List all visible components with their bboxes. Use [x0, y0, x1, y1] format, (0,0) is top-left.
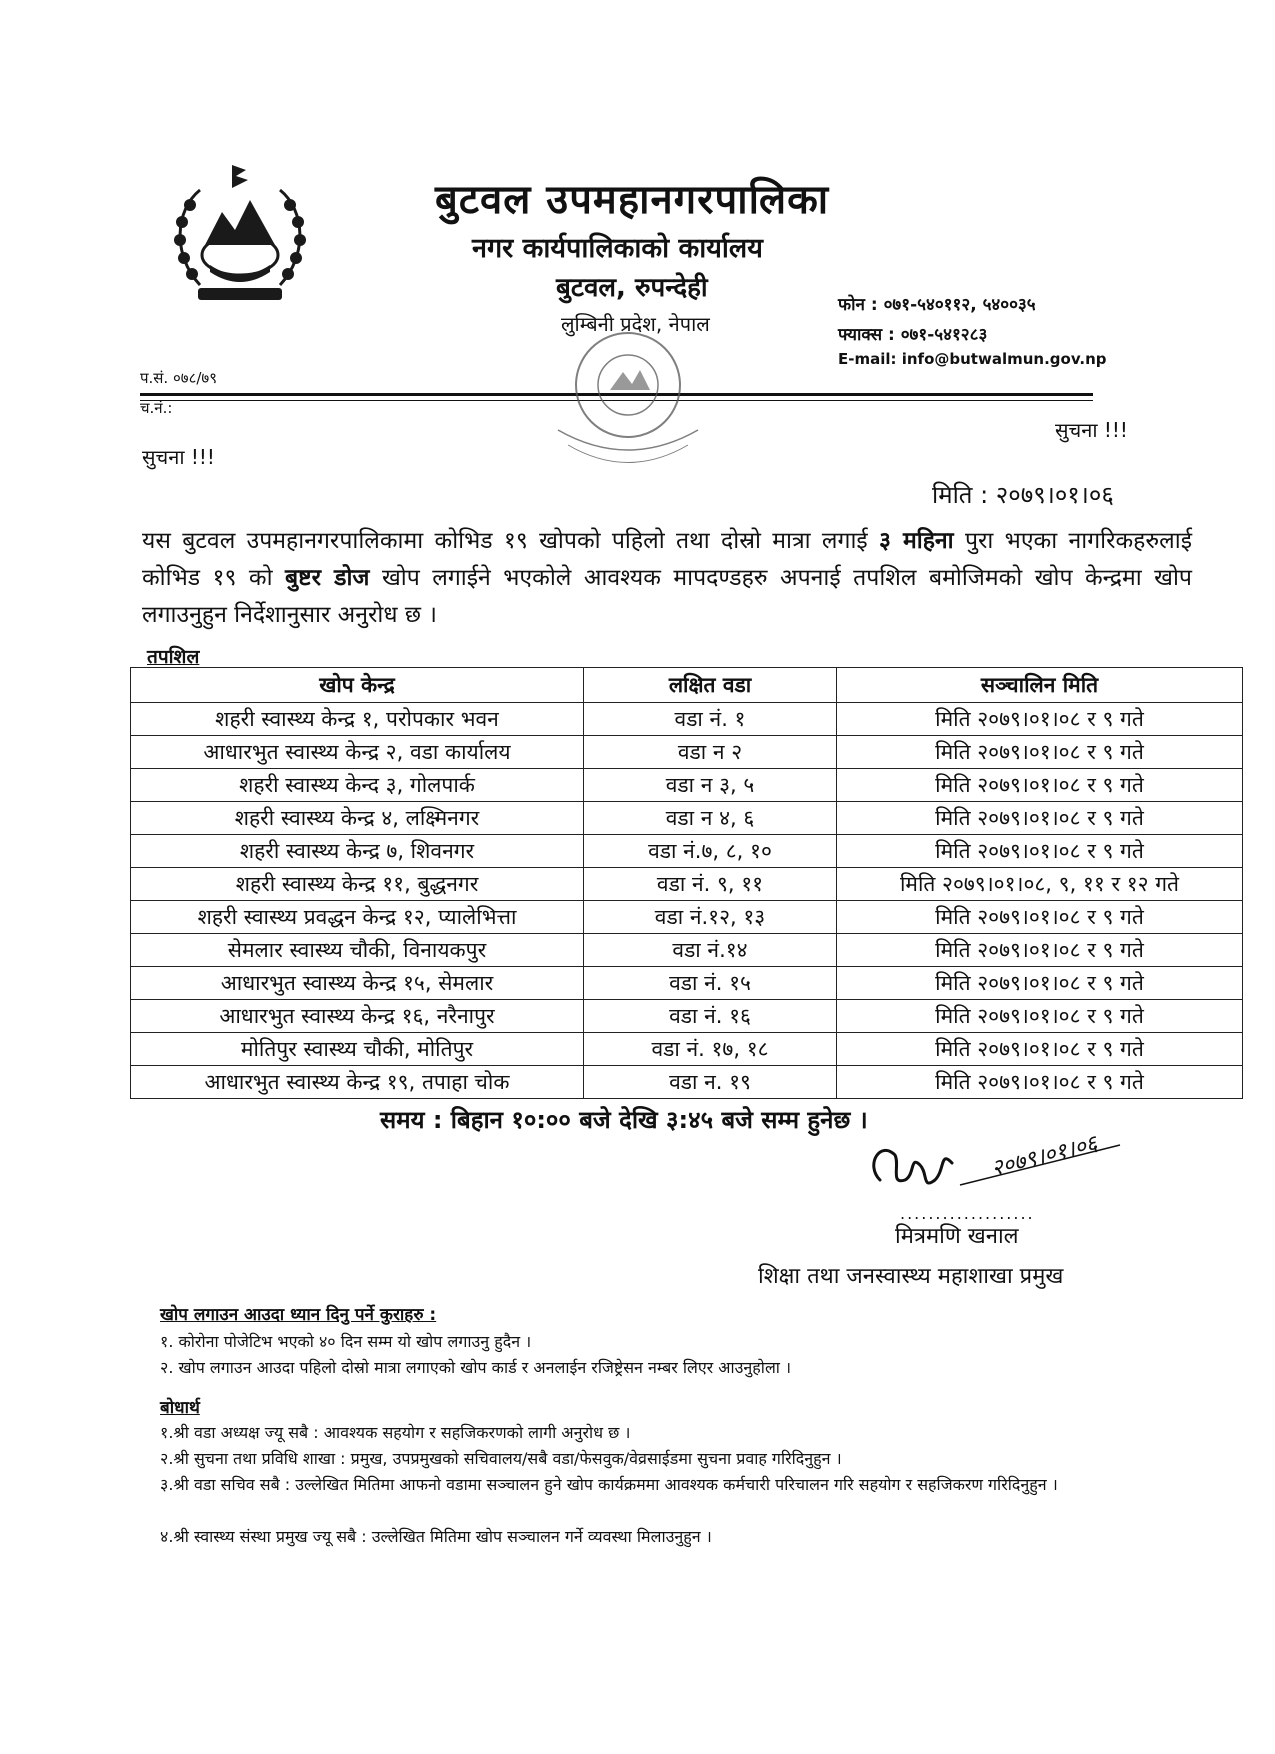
signature-date-handwritten: २०७९।०१।०६ [988, 1131, 1100, 1182]
table-caption: तपशिल [147, 646, 200, 668]
column-header-date: सञ्चालिन मिति [837, 668, 1243, 703]
reference-number: प.सं. ०७८/७९ [140, 369, 218, 387]
table-row [131, 1033, 1243, 1066]
ward-cell: वडा नं.१२, १३ [584, 901, 837, 934]
date-cell: मिति २०७९।०१।०८, ९, ११ र १२ गते [837, 868, 1243, 901]
ward-cell: वडा न ३, ५ [584, 769, 837, 802]
ward-cell: वडा न ४, ६ [584, 802, 837, 835]
table-row [131, 967, 1243, 1000]
center-cell: आधारभुत स्वास्थ्य केन्द्र १५, सेमलार [131, 967, 584, 1000]
column-header-ward: लक्षित वडा [584, 668, 837, 703]
note-item-1: १. कोरोना पोजेटिभ भएको ४० दिन सम्म यो खोप लगाउनु हुदैन । [160, 1332, 532, 1351]
ward-cell: वडा नं.१४ [584, 934, 837, 967]
date-cell: मिति २०७९।०१।०८ र ९ गते [837, 802, 1243, 835]
table-row [131, 868, 1243, 901]
date-cell: मिति २०७९।०१।०८ र ९ गते [837, 769, 1243, 802]
center-cell: शहरी स्वास्थ्य केन्द्र ११, बुद्धनगर [131, 868, 584, 901]
ward-cell: वडा नं. ९, ११ [584, 868, 837, 901]
body-text-1: यस बुटवल उपमहानगरपालिकामा कोभिड १९ खोपको पहिलो तथा दोस्रो मात्रा लगाई [142, 528, 868, 554]
cc-item-4: ४.श्री स्वास्थ्य संस्था प्रमुख ज्यू सबै : उल्लेखित मितिमा खोप सञ्चालन गर्ने व्यवस्था मिलाउनुहुन । [160, 1527, 712, 1546]
notes-heading: खोप लगाउन आउदा ध्यान दिनु पर्ने कुराहरु : [160, 1305, 437, 1325]
date-cell: मिति २०७९।०१।०८ र ९ गते [837, 934, 1243, 967]
signer-name: मित्रमणि खनाल [895, 1224, 1019, 1249]
notice-label-left: सुचना !!! [142, 445, 215, 469]
phone-number: फोन : ०७१-५४०११२, ५४००३५ [838, 295, 1036, 315]
center-cell: शहरी स्वास्थ्य केन्द ३, गोलपार्क [131, 769, 584, 802]
date-cell: मिति २०७९।०१।०८ र ९ गते [837, 703, 1243, 736]
note-item-2: २. खोप लगाउन आउदा पहिलो दोस्रो मात्रा लगाएको खोप कार्ड र अनलाईन रजिष्ट्रेसन नम्बर लिएर आउनुहोला । [160, 1358, 792, 1377]
ward-cell: वडा न. १९ [584, 1066, 837, 1099]
office-seal-stamp [528, 320, 728, 500]
cc-item-2: २.श्री सुचना तथा प्रविधि शाखा : प्रमुख, उपप्रमुखको सचिवालय/सबै वडा/फेसवुक/वेव्रसाईडमा सुचना प्रवाह गरिदिनुहुन । [160, 1449, 842, 1468]
cc-item-3: ३.श्री वडा सचिव सबै : उल्लेखित मितिमा आफनो वडामा सञ्चालन हुने खोप कार्यक्रममा आवश्यक कर्मचारी परिचालन गरि सहयोग र सहजिकरण गरिदिनुहुन । [160, 1475, 1058, 1494]
center-cell: शहरी स्वास्थ्य केन्द्र ४, लक्ष्मिनगर [131, 802, 584, 835]
notice-body [142, 523, 1192, 634]
ward-cell: वडा नं. १६ [584, 1000, 837, 1033]
table-row [131, 934, 1243, 967]
center-cell: आधारभुत स्वास्थ्य केन्द्र २, वडा कार्यालय [131, 736, 584, 769]
vaccination-schedule-table [130, 667, 1243, 1099]
office-city: बुटवल, रुपन्देही [556, 273, 708, 303]
date-cell: मिति २०७९।०१।०८ र ९ गते [837, 1033, 1243, 1066]
column-header-center: खोप केन्द्र [131, 668, 584, 703]
date-cell: मिति २०७९।०१।०८ र ९ गते [837, 967, 1243, 1000]
ward-cell: वडा नं. १ [584, 703, 837, 736]
cc-item-1: १.श्री वडा अध्यक्ष ज्यू सबै : आवश्यक सहयोग र सहजिकरणको लागी अनुरोध छ । [160, 1423, 631, 1442]
date-cell: मिति २०७९।०१।०८ र ९ गते [837, 835, 1243, 868]
dispatch-number: च.नं.: [140, 399, 173, 417]
nepal-emblem-logo [160, 160, 320, 310]
signature-line: ................... [900, 1204, 1035, 1223]
date-cell: मिति २०७९।०१।०८ र ९ गते [837, 1066, 1243, 1099]
center-cell: शहरी स्वास्थ्य केन्द्र ७, शिवनगर [131, 835, 584, 868]
center-cell: मोतिपुर स्वास्थ्य चौकी, मोतिपुर [131, 1033, 584, 1066]
date-cell: मिति २०७९।०१।०८ र ९ गते [837, 736, 1243, 769]
table-row [131, 835, 1243, 868]
ward-cell: वडा नं.७, ८, १० [584, 835, 837, 868]
table-header-row [131, 668, 1243, 703]
fax-number: फ्याक्स : ०७१-५४१२८३ [838, 325, 988, 345]
email-address: E-mail: info@butwalmun.gov.np [838, 350, 1107, 368]
body-text-3: खोप लगाईने भएकोले आवश्यक मापदण्डहरु अपनाई तपशिल बमोजिमको खोप केन्द्रमा खोप लगाउनुहुन निर्देशानुसार अनुरोध छ । [142, 565, 1192, 628]
ward-cell: वडा न २ [584, 736, 837, 769]
vaccination-timing: समय : बिहान १०:०० बजे देखि ३:४५ बजे सम्म हुनेछ । [380, 1106, 868, 1134]
date-cell: मिति २०७९।०१।०८ र ९ गते [837, 1000, 1243, 1033]
table-row [131, 703, 1243, 736]
document-date: मिति : २०७९।०१।०६ [932, 481, 1114, 509]
org-title: बुटवल उपमहानगरपालिका [435, 177, 830, 223]
table-row [131, 769, 1243, 802]
cc-heading: बोधार्थ [160, 1398, 200, 1418]
center-cell: शहरी स्वास्थ्य केन्द्र १, परोपकार भवन [131, 703, 584, 736]
table-row [131, 901, 1243, 934]
date-cell: मिति २०७९।०१।०८ र ९ गते [837, 901, 1243, 934]
center-cell: शहरी स्वास्थ्य प्रवद्धन केन्द्र १२, प्यालेभित्ता [131, 901, 584, 934]
center-cell: सेमलार स्वास्थ्य चौकी, विनायकपुर [131, 934, 584, 967]
table-row [131, 1000, 1243, 1033]
body-highlight-duration: ३ महिना [879, 528, 954, 554]
center-cell: आधारभुत स्वास्थ्य केन्द्र १६, नरैनापुर [131, 1000, 584, 1033]
signer-title: शिक्षा तथा जनस्वास्थ्य महाशाखा प्रमुख [758, 1264, 1064, 1289]
table-row [131, 736, 1243, 769]
center-cell: आधारभुत स्वास्थ्य केन्द्र १९, तपाहा चोक [131, 1066, 584, 1099]
body-text-2: पुरा भएका नागरिकहरुलाई कोभिड १९ को [142, 528, 1192, 591]
office-name: नगर कार्यपालिकाको कार्यालय [472, 233, 763, 264]
table-row [131, 802, 1243, 835]
notice-label-right: सुचना !!! [1055, 418, 1128, 442]
ward-cell: वडा नं. १५ [584, 967, 837, 1000]
office-province: लुम्बिनी प्रदेश, नेपाल [561, 312, 710, 336]
table-row [131, 1066, 1243, 1099]
body-highlight-booster: बुष्टर डोज [285, 565, 370, 591]
ward-cell: वडा नं. १७, १८ [584, 1033, 837, 1066]
